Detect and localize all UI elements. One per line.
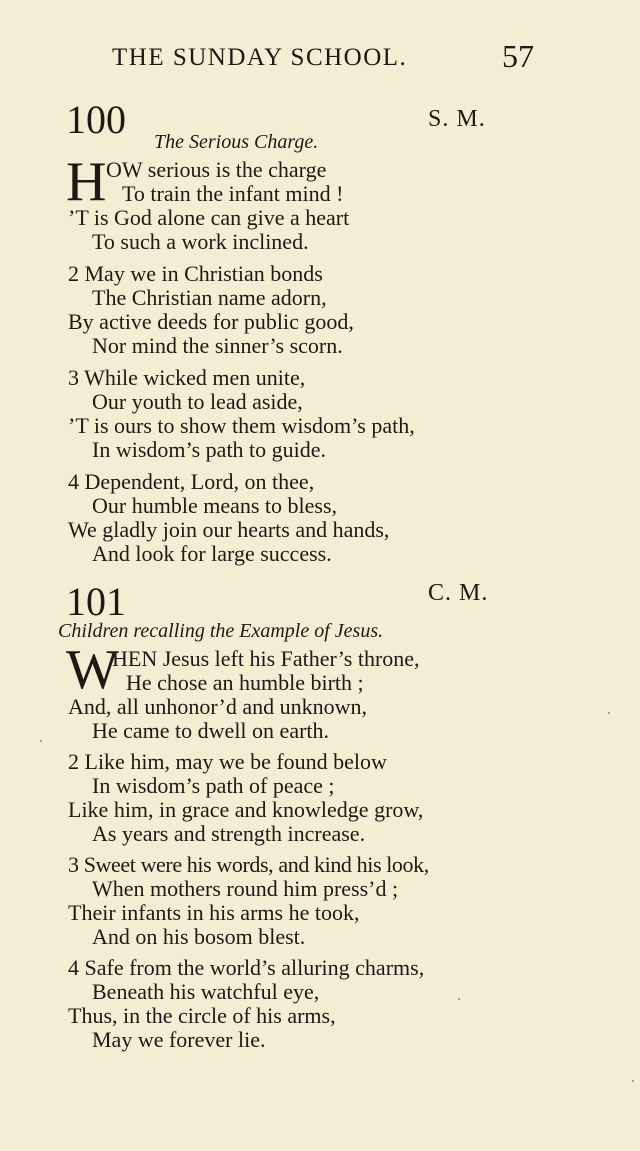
verse-line: And look for large success. <box>92 541 332 566</box>
running-head: THE SUNDAY SCHOOL. <box>112 44 408 71</box>
verse-line: In wisdom’s path to guide. <box>92 437 327 462</box>
hymn-meter: C. M. <box>428 580 489 606</box>
verse-line: 2 Like him, may we be found below <box>68 749 387 774</box>
verse-line: Our youth to lead aside, <box>92 389 303 414</box>
verse-line: Beneath his watchful eye, <box>92 979 320 1004</box>
paper-speck <box>632 1080 634 1082</box>
hymn-number: 101 <box>66 579 126 624</box>
verse-line: 4 Safe from the world’s alluring charms, <box>68 955 425 980</box>
verse-line: As years and strength increase. <box>92 821 366 846</box>
page-number: 57 <box>502 38 534 74</box>
paper-speck <box>40 740 42 742</box>
verse-line: By active deeds for public good, <box>68 309 354 334</box>
verse-line: 3 While wicked men unite, <box>68 365 306 390</box>
hymn-title: The Serious Charge. <box>154 131 319 153</box>
verse-line: Like him, in grace and knowledge grow, <box>68 797 424 822</box>
verse-line: HEN Jesus left his Father’s throne, <box>112 646 420 671</box>
verse-line: We gladly join our hearts and hands, <box>68 517 390 542</box>
verse-line: And on his bosom blest. <box>92 924 306 949</box>
verse-line: May we forever lie. <box>92 1027 266 1052</box>
verse-line: 4 Dependent, Lord, on thee, <box>68 469 315 494</box>
hymn-number: 100 <box>66 97 126 142</box>
verse-line: To train the infant mind ! <box>122 181 344 206</box>
verse-line: He came to dwell on earth. <box>92 718 330 743</box>
hymn-title: Children recalling the Example of Jesus. <box>58 620 384 642</box>
verse-line: ’T is God alone can give a heart <box>68 205 350 230</box>
verse-line: And, all unhonor’d and unknown, <box>68 694 367 719</box>
drop-cap: W <box>66 639 119 701</box>
hymn-meter: S. M. <box>428 106 486 132</box>
verse-line: Nor mind the sinner’s scorn. <box>92 333 343 358</box>
verse-line: 3 Sweet were his words, and kind his look, <box>68 852 429 877</box>
verse-line: ’T is ours to show them wisdom’s path, <box>68 413 415 438</box>
verse-line: The Christian name adorn, <box>92 285 327 310</box>
verse-line: OW serious is the charge <box>106 157 327 182</box>
verse-line: In wisdom’s path of peace ; <box>92 773 335 798</box>
verse-line: 2 May we in Christian bonds <box>68 261 323 286</box>
paper-speck <box>608 712 610 714</box>
drop-cap: H <box>66 151 107 213</box>
paper-speck <box>458 998 460 1000</box>
verse-line: Our humble means to bless, <box>92 493 338 518</box>
verse-line: To such a work inclined. <box>92 229 309 254</box>
verse-line: When mothers round him press’d ; <box>92 876 399 901</box>
verse-line: Their infants in his arms he took, <box>68 900 360 925</box>
verse-line: Thus, in the circle of his arms, <box>68 1003 336 1028</box>
verse-line: He chose an humble birth ; <box>126 670 364 695</box>
